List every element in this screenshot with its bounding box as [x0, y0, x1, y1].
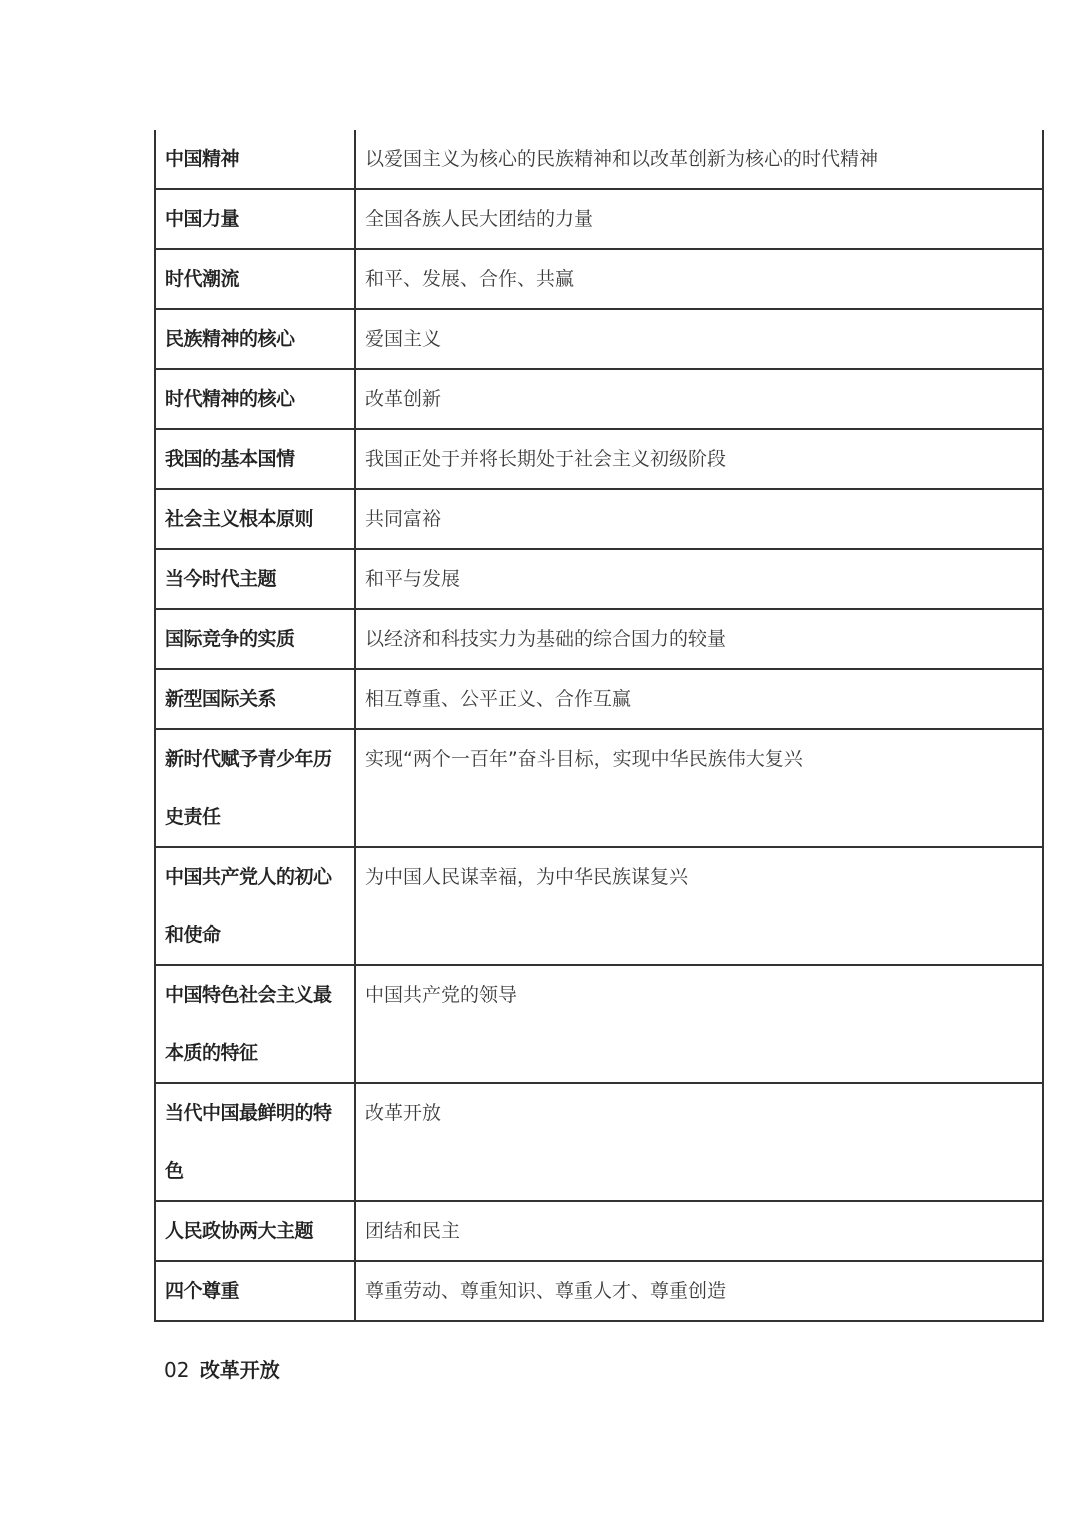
row-key: 民族精神的核心 [155, 309, 355, 369]
row-key: 时代潮流 [155, 249, 355, 309]
row-value: 我国正处于并将长期处于社会主义初级阶段 [355, 429, 1043, 489]
row-key: 人民政协两大主题 [155, 1201, 355, 1261]
row-value: 和平与发展 [355, 549, 1043, 609]
section-number: 02 [164, 1358, 190, 1382]
row-value: 改革开放 [355, 1083, 1043, 1201]
row-key: 当今时代主题 [155, 549, 355, 609]
table-row [155, 1201, 1043, 1261]
section-title: 改革开放 [199, 1358, 280, 1382]
row-key: 四个尊重 [155, 1261, 355, 1321]
section-heading [164, 1352, 280, 1388]
table-row [155, 130, 1043, 189]
concept-table [154, 130, 1044, 1322]
row-key: 当代中国最鲜明的特色 [155, 1083, 355, 1201]
row-key: 中国精神 [155, 130, 355, 189]
row-value: 实现“两个一百年”奋斗目标，实现中华民族伟大复兴 [355, 729, 1043, 847]
table-row [155, 249, 1043, 309]
row-value: 以爱国主义为核心的民族精神和以改革创新为核心的时代精神 [355, 130, 1043, 189]
row-key: 中国共产党人的初心和使命 [155, 847, 355, 965]
row-key: 社会主义根本原则 [155, 489, 355, 549]
row-value: 相互尊重、公平正义、合作互赢 [355, 669, 1043, 729]
table-row [155, 1083, 1043, 1201]
table-row [155, 965, 1043, 1083]
table-row [155, 609, 1043, 669]
row-value: 中国共产党的领导 [355, 965, 1043, 1083]
table-row [155, 309, 1043, 369]
table-row [155, 549, 1043, 609]
concept-table-wrapper [154, 130, 1044, 1322]
row-key: 时代精神的核心 [155, 369, 355, 429]
table-row [155, 1261, 1043, 1321]
table-row [155, 489, 1043, 549]
row-value: 全国各族人民大团结的力量 [355, 189, 1043, 249]
table-row [155, 669, 1043, 729]
table-row [155, 847, 1043, 965]
row-value: 以经济和科技实力为基础的综合国力的较量 [355, 609, 1043, 669]
row-value: 爱国主义 [355, 309, 1043, 369]
table-row [155, 189, 1043, 249]
row-key: 中国力量 [155, 189, 355, 249]
row-value: 改革创新 [355, 369, 1043, 429]
row-key: 我国的基本国情 [155, 429, 355, 489]
row-value: 团结和民主 [355, 1201, 1043, 1261]
row-key: 中国特色社会主义最本质的特征 [155, 965, 355, 1083]
row-value: 共同富裕 [355, 489, 1043, 549]
row-value: 为中国人民谋幸福，为中华民族谋复兴 [355, 847, 1043, 965]
table-row [155, 369, 1043, 429]
table-row [155, 429, 1043, 489]
row-key: 国际竞争的实质 [155, 609, 355, 669]
row-value: 和平、发展、合作、共赢 [355, 249, 1043, 309]
row-value: 尊重劳动、尊重知识、尊重人才、尊重创造 [355, 1261, 1043, 1321]
row-key: 新时代赋予青少年历史责任 [155, 729, 355, 847]
table-row [155, 729, 1043, 847]
row-key: 新型国际关系 [155, 669, 355, 729]
